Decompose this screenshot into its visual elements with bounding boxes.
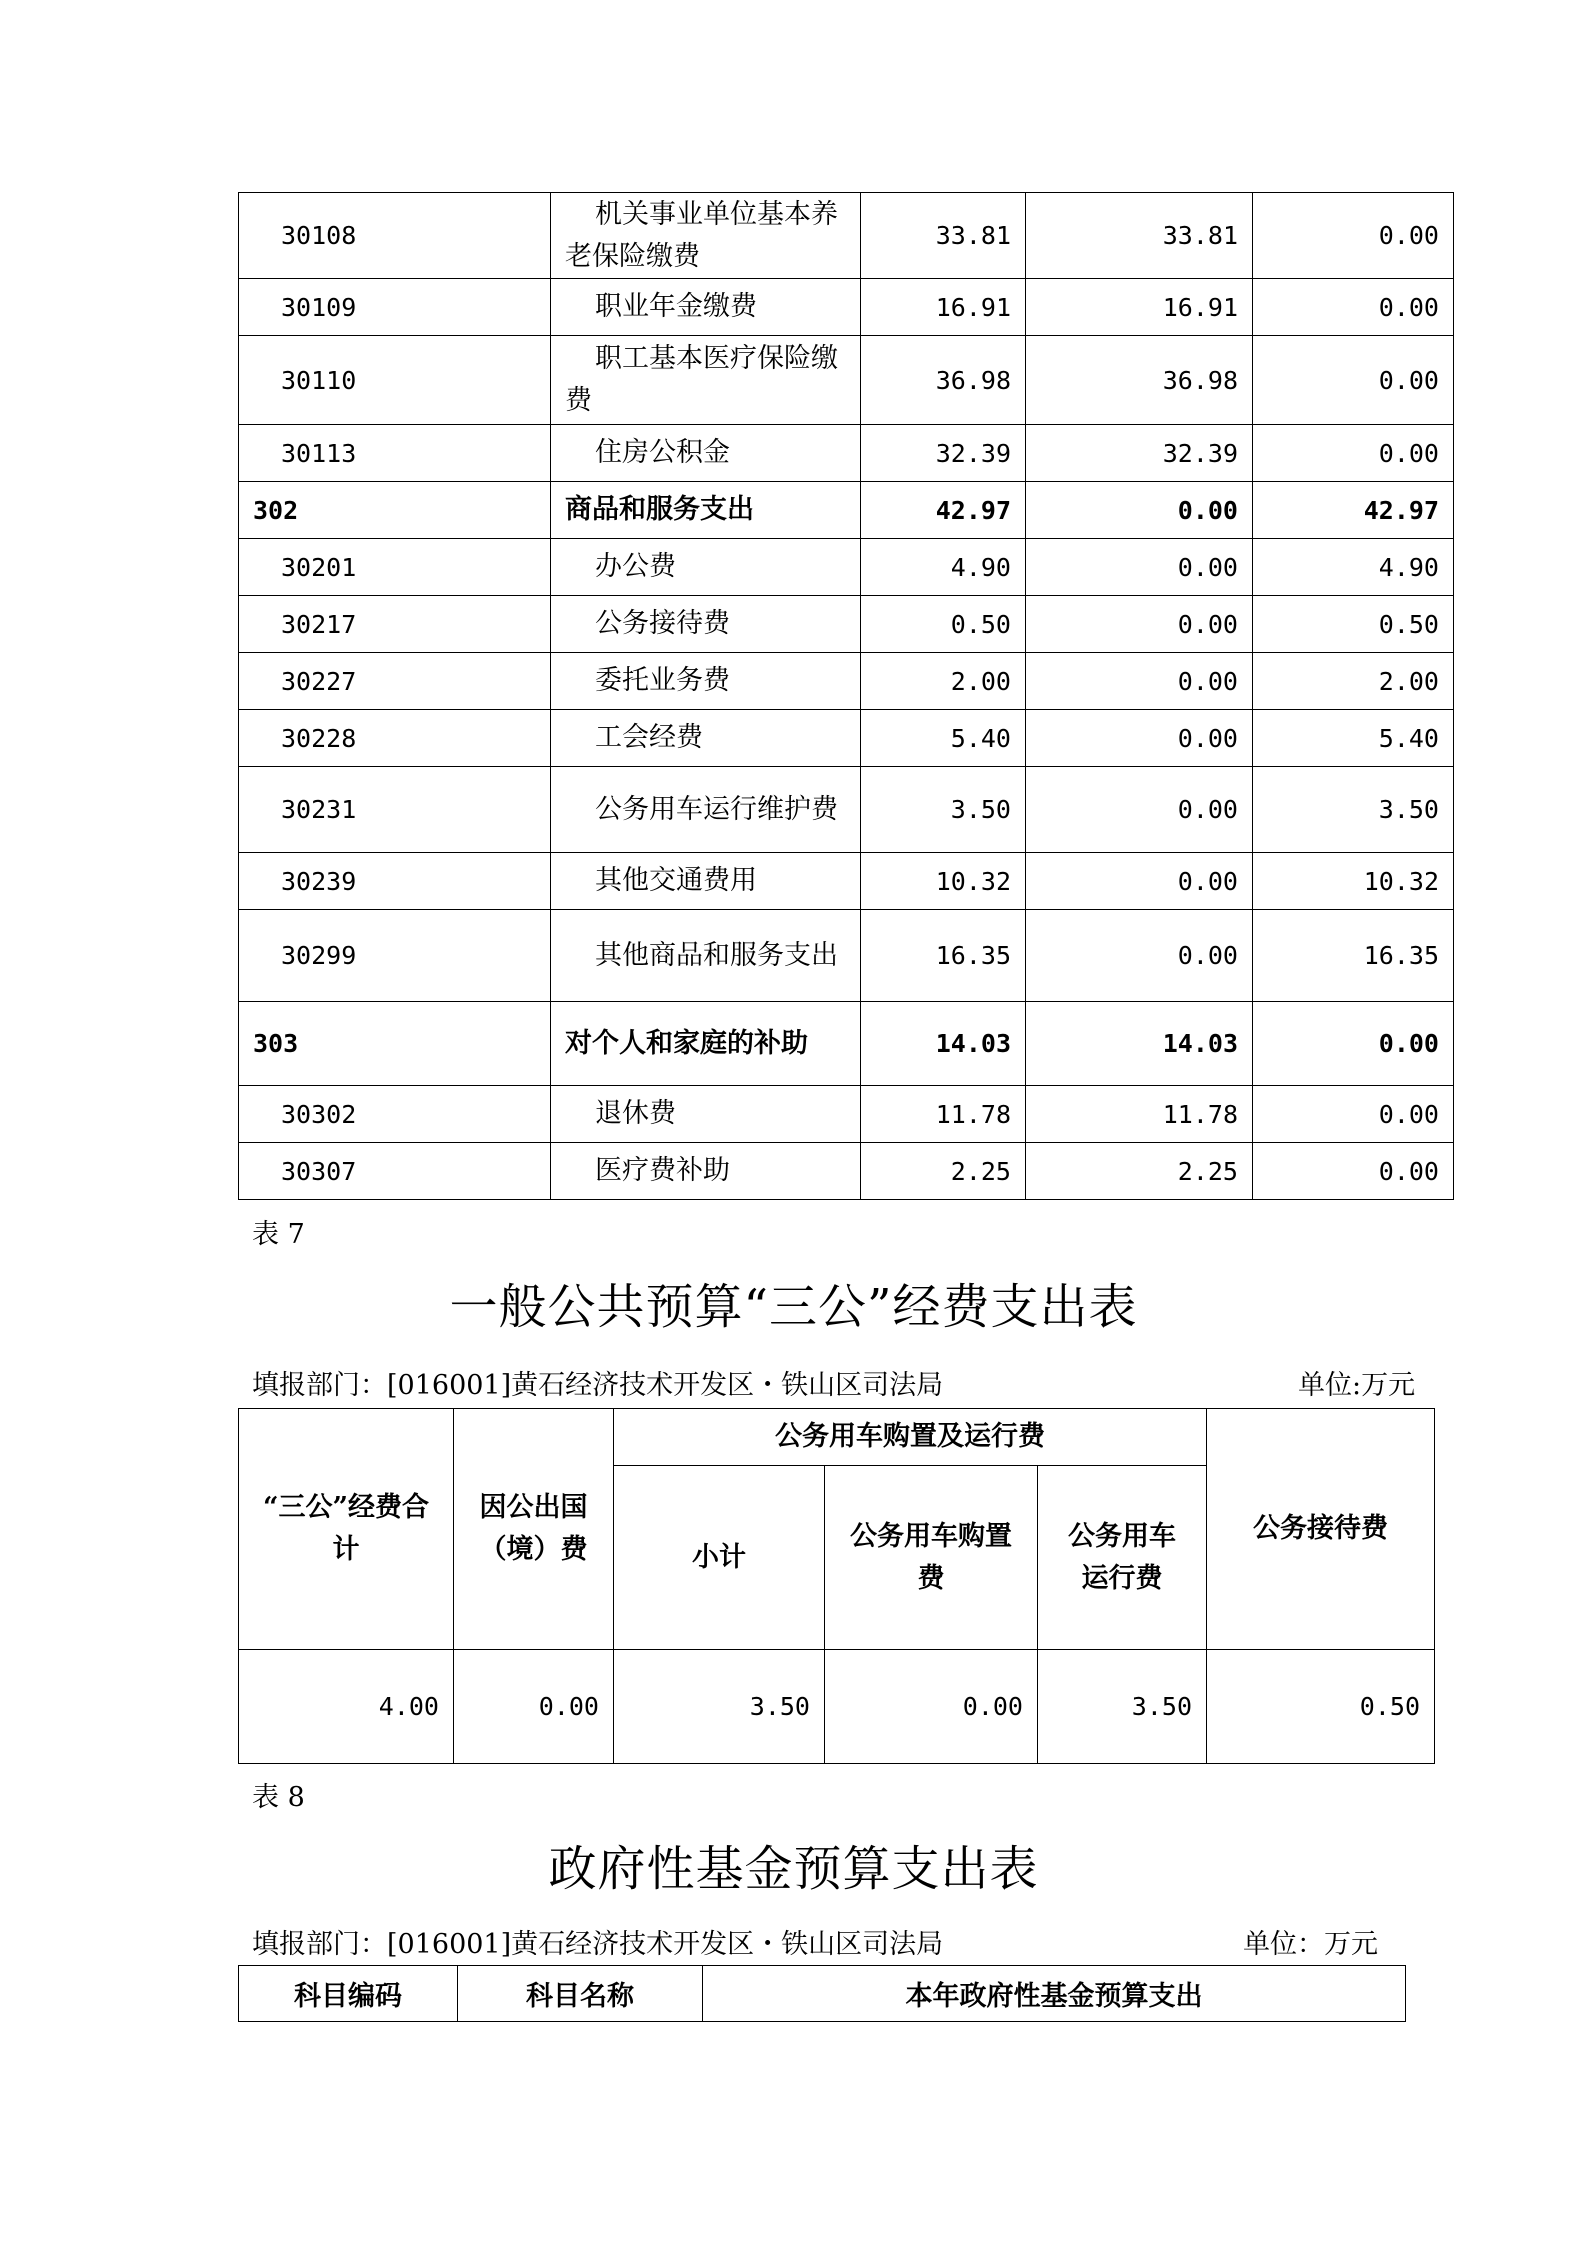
table8-title: 政府性基金预算支出表	[548, 1841, 1039, 1897]
table-row	[239, 1143, 1454, 1200]
row-value-project: 3.50	[1253, 767, 1454, 853]
row-name-text: 职工基本医疗保险缴费	[565, 343, 838, 416]
value-total: 4.00	[239, 1650, 454, 1764]
row-value-basic: 0.00	[1026, 767, 1253, 853]
row-name-text: 机关事业单位基本养老保险缴费	[565, 198, 838, 272]
value-abroad: 0.00	[454, 1650, 614, 1764]
row-name-text: 公务用车运行维护费	[595, 793, 838, 825]
row-name-text: 委托业务费	[595, 665, 730, 696]
header-vehicle-group: 公务用车购置及运行费	[614, 1409, 1207, 1466]
row-code: 30109	[239, 279, 551, 336]
row-value-basic: 0.00	[1026, 596, 1253, 653]
row-code: 30201	[239, 539, 551, 596]
row-value-project: 0.00	[1253, 425, 1454, 482]
row-value-project: 5.40	[1253, 710, 1454, 767]
row-name	[551, 1143, 861, 1200]
row-code: 30108	[239, 193, 551, 279]
row-value-basic: 14.03	[1026, 1002, 1253, 1086]
row-name	[551, 425, 861, 482]
table-row	[239, 1086, 1454, 1143]
row-value-basic: 0.00	[1026, 539, 1253, 596]
row-name	[551, 279, 861, 336]
row-code: 302	[239, 482, 551, 539]
row-name	[551, 910, 861, 1002]
header-name: 科目名称	[458, 1966, 703, 2022]
row-value-total: 4.90	[861, 539, 1026, 596]
row-name-text: 退休费	[595, 1098, 676, 1129]
table-row	[239, 539, 1454, 596]
expense-detail-table	[238, 192, 1454, 1200]
row-value-project: 0.00	[1253, 1143, 1454, 1200]
table7-title: 一般公共预算“三公”经费支出表	[449, 1279, 1138, 1335]
header-amount: 本年政府性基金预算支出	[703, 1966, 1406, 2022]
table-row	[239, 1002, 1454, 1086]
table8-caption: 表 8	[252, 1782, 305, 1813]
row-value-total: 3.50	[861, 767, 1026, 853]
row-value-total: 36.98	[861, 336, 1026, 425]
value-reception: 0.50	[1207, 1650, 1435, 1764]
row-value-project: 0.00	[1253, 279, 1454, 336]
row-name	[551, 767, 861, 853]
row-value-total: 33.81	[861, 193, 1026, 279]
row-code: 30217	[239, 596, 551, 653]
row-code: 303	[239, 1002, 551, 1086]
row-value-project: 16.35	[1253, 910, 1454, 1002]
row-value-basic: 0.00	[1026, 482, 1253, 539]
row-name	[551, 710, 861, 767]
row-value-project: 0.00	[1253, 336, 1454, 425]
row-code: 30113	[239, 425, 551, 482]
row-code: 30299	[239, 910, 551, 1002]
table-row	[239, 767, 1454, 853]
row-value-total: 16.91	[861, 279, 1026, 336]
table-row	[239, 653, 1454, 710]
row-value-total: 10.32	[861, 853, 1026, 910]
row-name: 对个人和家庭的补助	[551, 1002, 861, 1086]
row-name	[551, 193, 861, 279]
header-code: 科目编码	[239, 1966, 458, 2022]
row-name-text: 职业年金缴费	[595, 291, 757, 322]
table-row	[239, 596, 1454, 653]
table-row	[239, 193, 1454, 279]
row-value-basic: 32.39	[1026, 425, 1253, 482]
row-value-basic: 33.81	[1026, 193, 1253, 279]
row-value-total: 16.35	[861, 910, 1026, 1002]
row-value-basic: 36.98	[1026, 336, 1253, 425]
row-value-project: 0.00	[1253, 1002, 1454, 1086]
three-public-expenses-table	[238, 1408, 1435, 1764]
row-code: 30302	[239, 1086, 551, 1143]
row-name	[551, 853, 861, 910]
header-operation: 公务用车运行费	[1038, 1466, 1207, 1650]
row-value-total: 32.39	[861, 425, 1026, 482]
row-name-text: 其他交通费用	[595, 865, 757, 896]
row-code: 30231	[239, 767, 551, 853]
row-value-total: 11.78	[861, 1086, 1026, 1143]
table7-unit: 单位:万元	[1298, 1370, 1416, 1401]
row-name	[551, 1086, 861, 1143]
header-purchase: 公务用车购置费	[825, 1466, 1038, 1650]
header-subtotal: 小计	[614, 1466, 825, 1650]
row-value-total: 42.97	[861, 482, 1026, 539]
row-code: 30307	[239, 1143, 551, 1200]
row-name-text: 住房公积金	[595, 437, 730, 468]
table-row	[239, 910, 1454, 1002]
row-value-basic: 0.00	[1026, 910, 1253, 1002]
row-value-basic: 0.00	[1026, 710, 1253, 767]
row-name-text: 办公费	[595, 551, 676, 582]
expense-detail-body	[239, 193, 1454, 1200]
table8-unit: 单位：万元	[1243, 1929, 1378, 1960]
row-value-total: 2.25	[861, 1143, 1026, 1200]
table8-department: 填报部门：[016001]黄石经济技术开发区・铁山区司法局	[252, 1929, 944, 1960]
table-row	[239, 482, 1454, 539]
table-row	[239, 710, 1454, 767]
row-code: 30239	[239, 853, 551, 910]
row-code: 30228	[239, 710, 551, 767]
row-value-project: 10.32	[1253, 853, 1454, 910]
row-code: 30110	[239, 336, 551, 425]
row-value-basic: 0.00	[1026, 853, 1253, 910]
row-name	[551, 653, 861, 710]
row-value-total: 5.40	[861, 710, 1026, 767]
table7-caption: 表 7	[252, 1219, 305, 1250]
row-value-basic: 0.00	[1026, 653, 1253, 710]
row-name-text: 医疗费补助	[595, 1155, 730, 1186]
row-value-project: 0.50	[1253, 596, 1454, 653]
row-value-project: 0.00	[1253, 1086, 1454, 1143]
row-name-text: 公务接待费	[595, 608, 730, 639]
row-name	[551, 596, 861, 653]
value-purchase: 0.00	[825, 1650, 1038, 1764]
row-code: 30227	[239, 653, 551, 710]
row-value-basic: 16.91	[1026, 279, 1253, 336]
row-name: 商品和服务支出	[551, 482, 861, 539]
table-row	[239, 853, 1454, 910]
row-value-total: 14.03	[861, 1002, 1026, 1086]
table-row	[239, 279, 1454, 336]
value-operation: 3.50	[1038, 1650, 1207, 1764]
table-row	[239, 336, 1454, 425]
header-abroad: 因公出国（境）费	[454, 1409, 614, 1650]
row-value-basic: 2.25	[1026, 1143, 1253, 1200]
row-name-text: 工会经费	[595, 722, 703, 753]
row-value-total: 2.00	[861, 653, 1026, 710]
government-fund-table	[238, 1965, 1406, 2022]
row-value-total: 0.50	[861, 596, 1026, 653]
row-name	[551, 539, 861, 596]
row-value-basic: 11.78	[1026, 1086, 1253, 1143]
table-row	[239, 425, 1454, 482]
row-value-project: 42.97	[1253, 482, 1454, 539]
row-value-project: 2.00	[1253, 653, 1454, 710]
value-subtotal: 3.50	[614, 1650, 825, 1764]
row-name-text: 其他商品和服务支出	[595, 939, 838, 971]
row-name	[551, 336, 861, 425]
header-reception: 公务接待费	[1207, 1409, 1435, 1650]
row-value-project: 4.90	[1253, 539, 1454, 596]
table7-department: 填报部门：[016001]黄石经济技术开发区・铁山区司法局	[252, 1370, 944, 1401]
header-total: “三公”经费合计	[239, 1409, 454, 1650]
row-value-project: 0.00	[1253, 193, 1454, 279]
